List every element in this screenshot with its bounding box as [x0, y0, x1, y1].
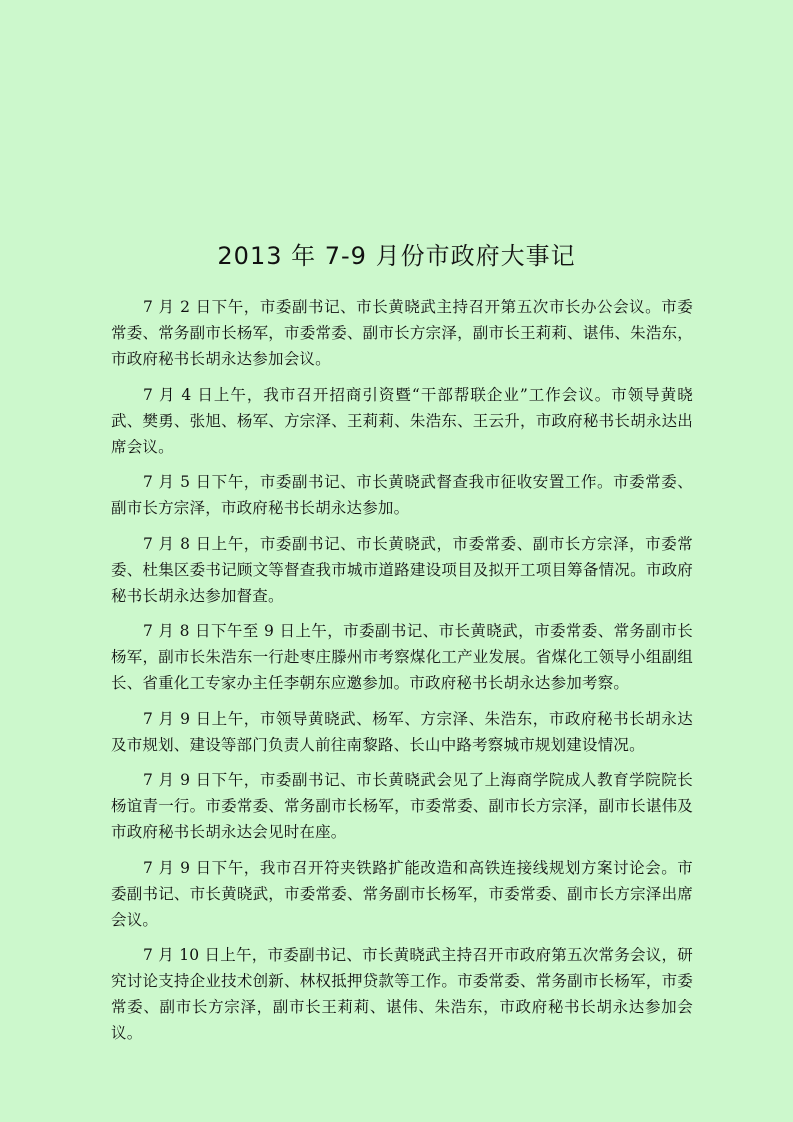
event-paragraph: 7 月 8 日下午至 9 日上午，市委副书记、市长黄晓武，市委常委、常务副市长杨军，副市长朱浩东一行赴枣庄滕州市考察煤化工产业发展。省煤化工领导小组副组长、省重化工专家办主任李朝东应邀参加。市政府秘书长胡永达参加考察。: [111, 622, 693, 692]
event-paragraph: 7 月 4 日上午，我市召开招商引资暨“干部帮联企业”工作会议。市领导黄晓武、樊勇、张旭、杨军、方宗泽、王莉莉、朱浩东、王云升，市政府秘书长胡永达出席会议。: [111, 385, 693, 456]
event-paragraph: 7 月 2 日下午，市委副书记、市长黄晓武主持召开第五次市长办公会议。市委常委、常务副市长杨军，市委常委、副市长方宗泽，副市长王莉莉、谌伟、朱浩东，市政府秘书长胡永达参加会议。: [111, 298, 693, 368]
event-paragraph: 7 月 10 日上午，市委副书记、市长黄晓武主持召开市政府第五次常务会议，研究讨论支持企业技术创新、林权抵押贷款等工作。市委常委、常务副市长杨军，市委常委、副市长方宗泽，副市长王莉莉、谌伟、朱浩东，市政府秘书长胡永达参加会议。: [111, 946, 693, 1042]
event-paragraph: 7 月 9 日下午，我市召开符夹铁路扩能改造和高铁连接线规划方案讨论会。市委副书记、市长黄晓武，市委常委、常务副市长杨军，市委常委、副市长方宗泽出席会议。: [111, 858, 693, 929]
event-paragraph: 7 月 9 日上午，市领导黄晓武、杨军、方宗泽、朱浩东，市政府秘书长胡永达及市规划、建设等部门负责人前往南黎路、长山中路考察城市规划建设情况。: [111, 709, 693, 754]
page-title: 2013 年 7-9 月份市政府大事记: [217, 242, 576, 270]
event-paragraph: 7 月 8 日上午，市委副书记、市长黄晓武，市委常委、副市长方宗泽，市委常委、杜集区委书记顾文等督查我市城市道路建设项目及拟开工项目筹备情况。市政府秘书长胡永达参加督查。: [111, 534, 693, 605]
event-paragraph: 7 月 5 日下午，市委副书记、市长黄晓武督查我市征收安置工作。市委常委、副市长方宗泽，市政府秘书长胡永达参加。: [111, 473, 693, 517]
event-paragraph: 7 月 9 日下午，市委副书记、市长黄晓武会见了上海商学院成人教育学院院长杨谊青一行。市委常委、常务副市长杨军，市委常委、副市长方宗泽，副市长谌伟及市政府秘书长胡永达会见时在座。: [111, 771, 693, 841]
document-body: [111, 294, 693, 1056]
